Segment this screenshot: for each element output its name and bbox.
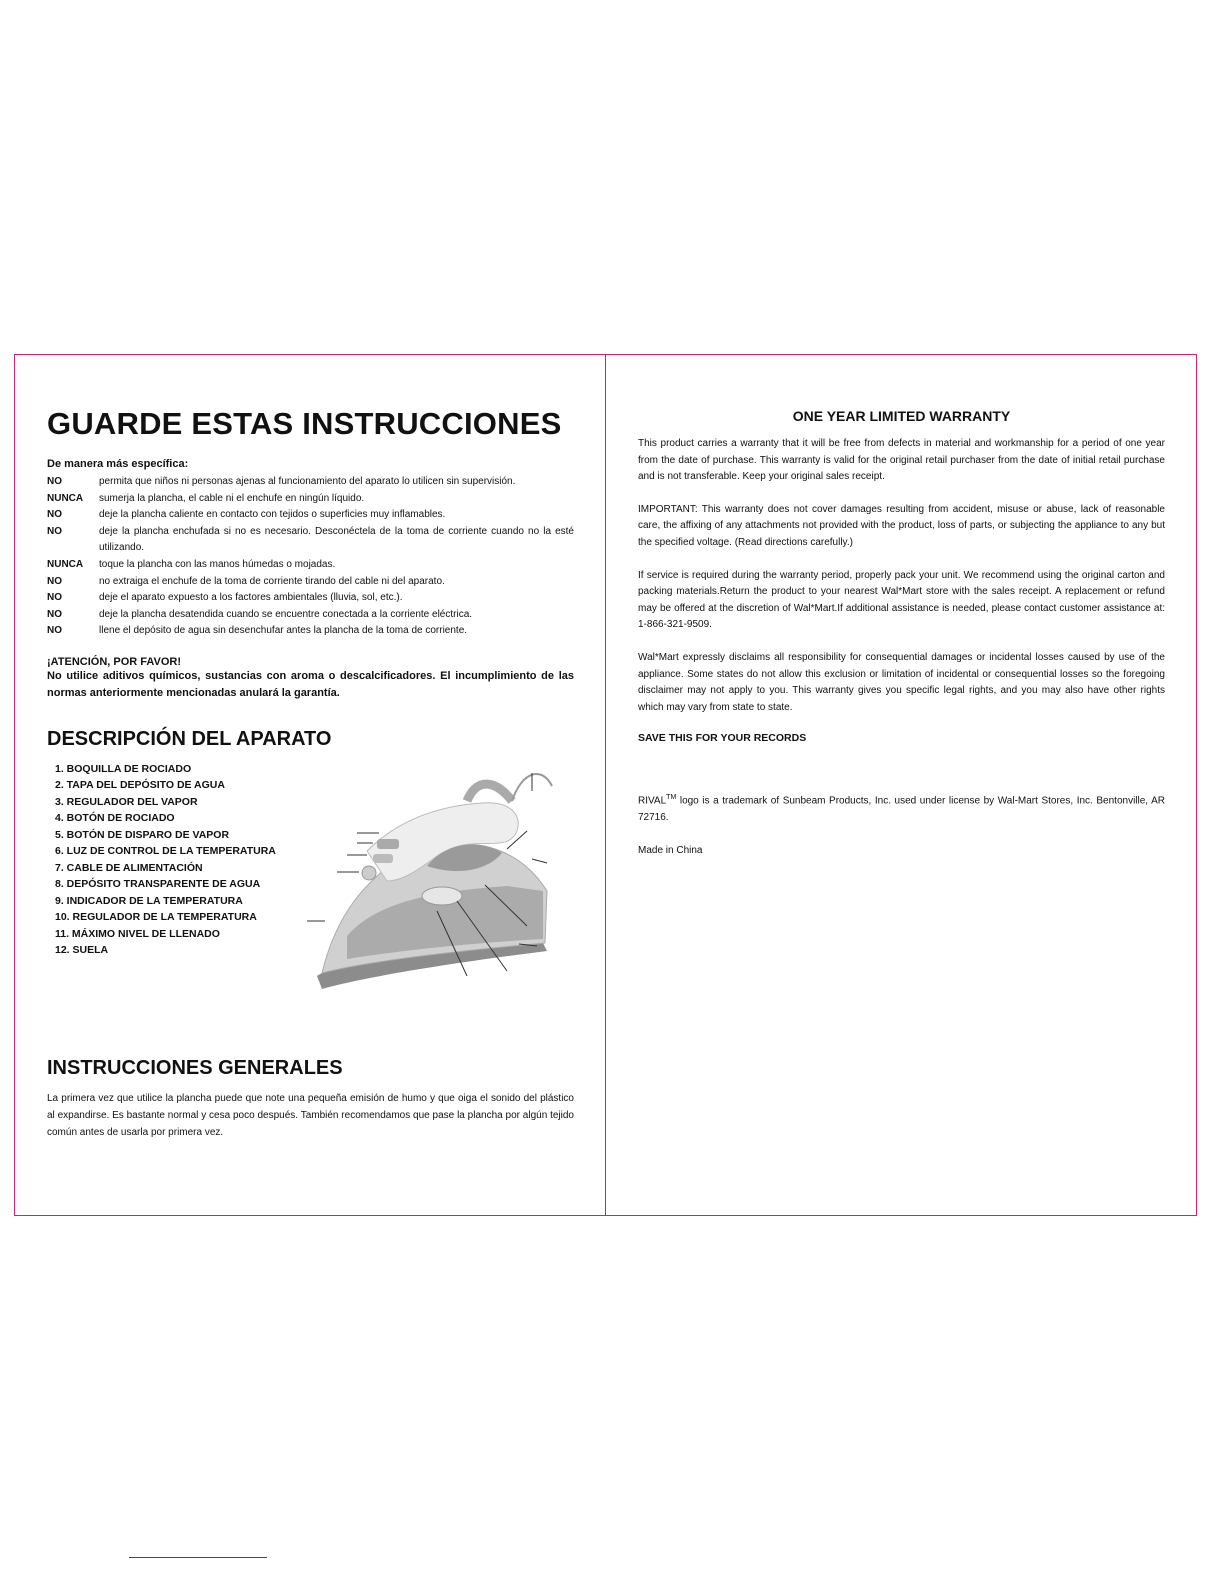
right-page	[638, 400, 1165, 875]
left-page	[47, 400, 574, 1141]
steam-button	[373, 854, 393, 863]
rule-text: no extraiga el enchufe de la toma de corriente tirando del cable ni del aparato.	[99, 575, 445, 587]
part-item: 10. REGULADOR DE LA TEMPERATURA	[55, 911, 257, 924]
rule-keyword: NO	[47, 525, 62, 537]
parts-list	[55, 761, 276, 959]
made-in-note: Made in China	[638, 844, 703, 856]
rule-text: deje el aparato expuesto a los factores ambientales (lluvia, sol, etc.).	[99, 592, 403, 604]
safety-rule	[47, 507, 574, 524]
part-item: 4. BOTÓN DE ROCIADO	[55, 812, 175, 825]
safety-rule	[47, 590, 574, 607]
safety-rule	[47, 574, 574, 591]
trademark-brand: RIVAL	[638, 795, 667, 807]
part-item: 11. MÁXIMO NIVEL DE LLENADO	[55, 927, 220, 940]
general-title: INSTRUCCIONES GENERALES	[47, 1056, 343, 1079]
safety-rules-list	[47, 474, 574, 640]
attention-body: No utilice aditivos químicos, sustancias con aroma o descalcificadores. El incumplimiento de las normas anteriormente mencionadas anulará la garantía.	[47, 669, 574, 699]
part-item: 2. TAPA DEL DEPÓSITO DE AGUA	[55, 779, 225, 792]
part-item: 12. SUELA	[55, 944, 109, 957]
safety-rule	[47, 474, 574, 491]
rule-text: llene el depósito de agua sin desenchufar antes la plancha de la toma de corriente.	[99, 625, 468, 637]
description-section	[47, 761, 574, 1031]
rule-keyword: NO	[47, 625, 62, 637]
part-item: 9. INDICADOR DE LA TEMPERATURA	[55, 894, 243, 907]
safety-rule	[47, 607, 574, 624]
warranty-paragraph-2: IMPORTANT: This warranty does not cover damages resulting from accident, misuse or abuse, lack of reasonable care, the affixing of any attachments not provided with the product, loss of parts, or subjecting the appliance to any but the specified voltage. (Read directions carefully.)	[638, 503, 1165, 548]
part-item: 3. REGULADOR DEL VAPOR	[55, 795, 198, 808]
rule-keyword: NO	[47, 592, 62, 604]
warranty-paragraph-3: If service is required during the warranty period, properly pack your unit. We recommend using the original carton and packing materials.Return the product to your nearest Wal*Mart store with the sales receipt. A replacement or refund may be offered at the discretion of Wal*Mart.If additional assistance is needed, please contact customer assistance at: 1-866-321-9509.	[638, 569, 1165, 631]
part-item: 8. DEPÓSITO TRANSPARENTE DE AGUA	[55, 878, 261, 891]
rule-keyword: NO	[47, 575, 62, 587]
warranty-paragraph-1: This product carries a warranty that it will be free from defects in material and workmanship for a period of one year from the date of purchase. This warranty is valid for the original retail purchaser from the date of initial retail purchase and is not transferable. Keep your original sales receipt.	[638, 438, 1165, 483]
rule-text: deje la plancha enchufada si no es necesario. Desconéctela de la toma de corriente cuando no la esté utilizando.	[99, 525, 574, 554]
save-records-note: SAVE THIS FOR YOUR RECORDS	[638, 732, 807, 745]
safety-rule	[47, 557, 574, 574]
safety-title: GUARDE ESTAS INSTRUCCIONES	[47, 406, 562, 441]
part-item: 6. LUZ DE CONTROL DE LA TEMPERATURA	[55, 845, 276, 858]
rule-keyword: NO	[47, 476, 62, 487]
rule-keyword: NUNCA	[47, 558, 84, 570]
rule-text: sumerja la plancha, el cable ni el enchufe en ningún líquido.	[99, 492, 365, 504]
warranty-paragraph-4: Wal*Mart expressly disclaims all responsibility for consequential damages or incidental losses caused by use of the appliance. Some states do not allow this exclusion or limitation of incidental or consequential losses so the foregoing disclaimer may not apply to you. This warranty gives you specific legal rights, and you may also have other rights which may vary from state to state.	[638, 651, 1165, 713]
rule-text: deje la plancha desatendida cuando se encuentre conectada a la corriente eléctrica.	[99, 608, 473, 620]
spray-button	[377, 839, 399, 849]
warranty-title: ONE YEAR LIMITED WARRANTY	[792, 408, 1011, 424]
safety-rule	[47, 491, 574, 508]
rule-keyword: NO	[47, 608, 62, 620]
safety-rule	[47, 623, 574, 640]
rule-keyword: NO	[47, 509, 62, 521]
part-item: 5. BOTÓN DE DISPARO DE VAPOR	[55, 828, 230, 841]
general-body: La primera vez que utilice la plancha puede que note una pequeña emisión de humo y que oiga el sonido del plástico al expandirse. Es bastante normal y cesa poco después. También recomendamos que pase la plancha por algún tejido común antes de usarla por primera vez.	[47, 1092, 574, 1138]
rule-text: toque la plancha con las manos húmedas o mojadas.	[99, 558, 336, 570]
rule-text: deje la plancha caliente en contacto con tejidos o superficies muy inflamables.	[99, 509, 446, 521]
rule-keyword: NUNCA	[47, 492, 84, 504]
trademark-sup: TM	[666, 794, 677, 802]
trademark-text: logo is a trademark of Sunbeam Products, Inc. used under license by Wal-Mart Stores, Inc. Bentonville, AR 72716.	[638, 795, 1165, 824]
safety-rule	[47, 524, 574, 557]
temperature-dial	[422, 887, 462, 905]
part-item: 7. CABLE DE ALIMENTACIÓN	[55, 861, 203, 874]
trademark-note	[638, 790, 1165, 827]
footer-rule	[129, 1557, 267, 1558]
attention-title: ¡ATENCIÓN, POR FAVOR!	[47, 655, 182, 668]
steam-regulator	[362, 866, 376, 880]
part-item: 1. BOQUILLA DE ROCIADO	[55, 762, 192, 775]
rule-text: permita que niños ni personas ajenas al funcionamiento del aparato lo utilicen sin supervisión.	[99, 476, 516, 487]
page-divider	[605, 354, 606, 1216]
iron-illustration	[307, 761, 577, 1001]
iron-cord	[467, 784, 512, 801]
safety-subtitle: De manera más específica:	[47, 458, 189, 470]
description-title: DESCRIPCIÓN DEL APARATO	[47, 727, 332, 750]
